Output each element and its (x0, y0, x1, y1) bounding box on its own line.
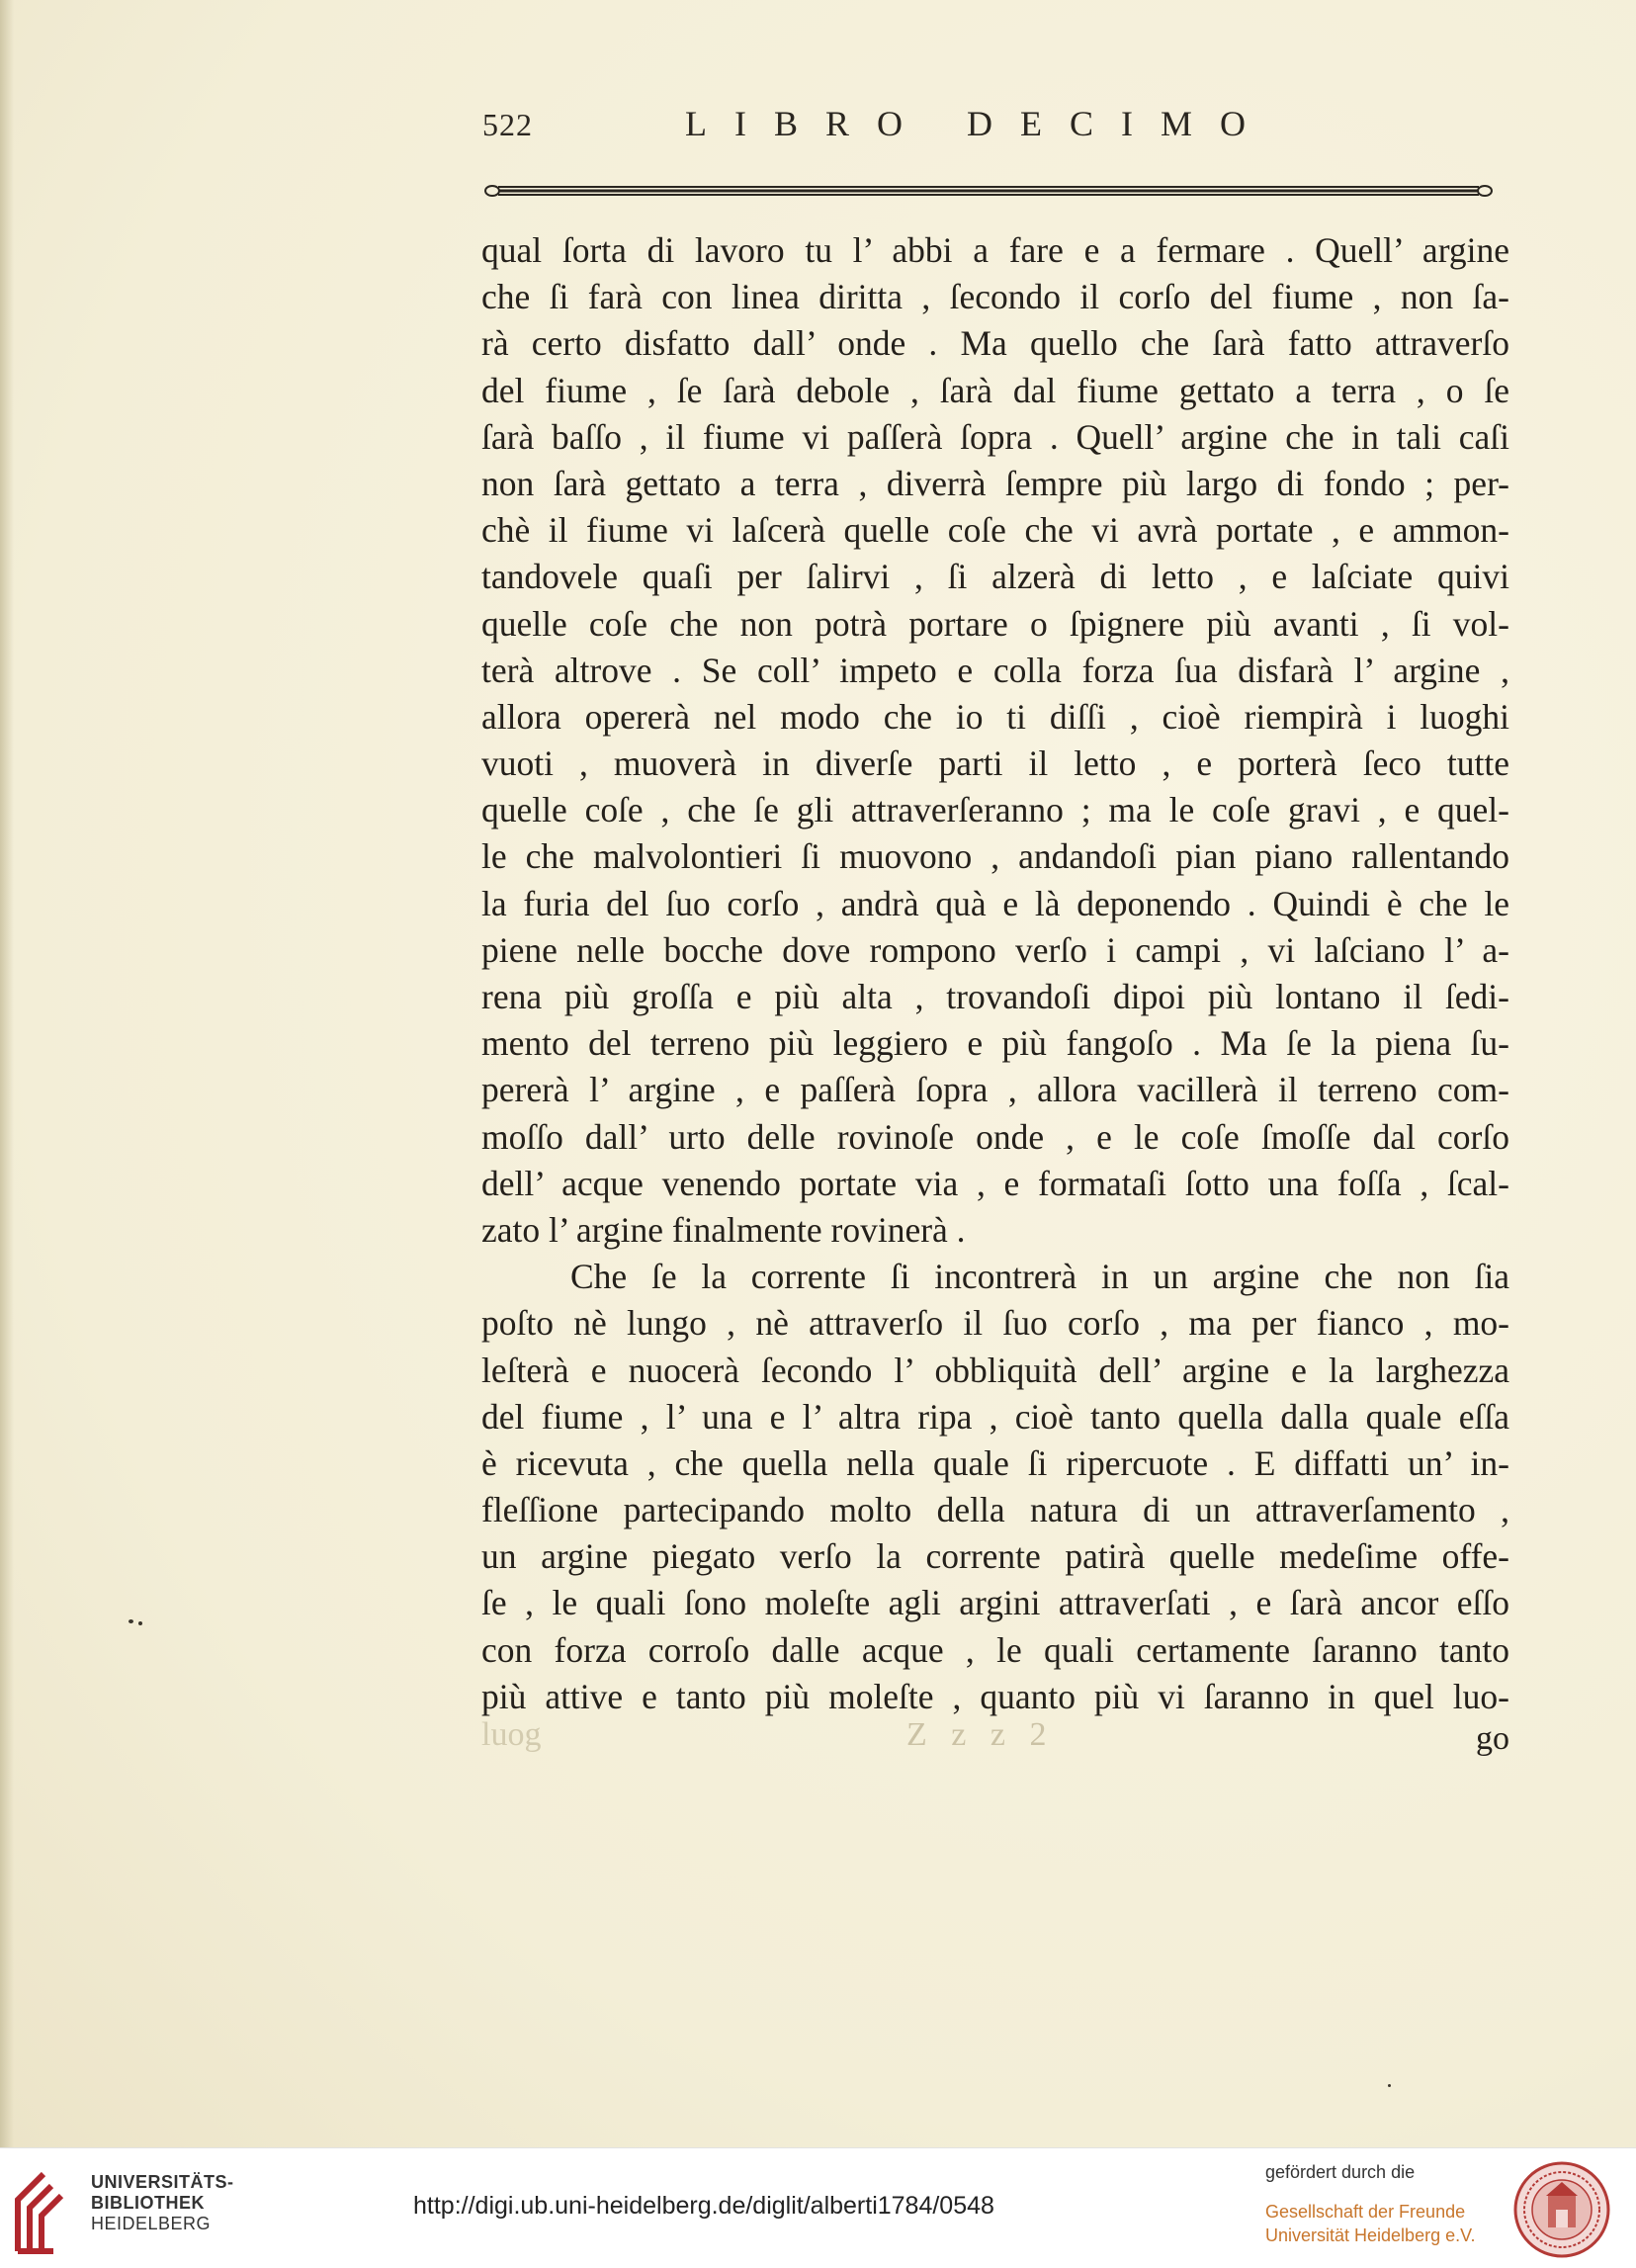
text-line: non ſarà gettato a terra , diverrà ſempre più largo di fondo ; per- (481, 463, 1509, 503)
text-line: moſſo dall’ urto delle rovinoſe onde , e le coſe ſmoſſe dal corſo (481, 1116, 1509, 1157)
text-line: con forza corroſo dalle acque , le quali certamente ſaranno tanto (481, 1629, 1509, 1670)
running-title: LIBRO DECIMO (685, 104, 1273, 143)
text-line: ſe , le quali ſono moleſte agli argini attraverſati , e ſarà ancor eſſo (481, 1583, 1509, 1623)
text-line: del fiume , l’ una e l’ altra ripa , cioè tanto quella dalla quale eſſa (481, 1396, 1509, 1437)
library-name-line: BIBLIOTHEK (91, 2193, 205, 2213)
text-line: quelle coſe che non potrà portare o ſpignere più avanti , ſi vol- (481, 603, 1509, 644)
sponsor-name (1265, 2200, 1475, 2247)
text-line: la furia del ſuo corſo , andrà quà e là deponendo . Quindi è che le (481, 883, 1509, 923)
ink-speck (1388, 2084, 1391, 2087)
library-name (91, 2172, 234, 2234)
ink-speck (129, 1619, 133, 1623)
catchword: go (1476, 1720, 1509, 1757)
running-head (482, 103, 1510, 152)
page-number: 522 (482, 107, 533, 142)
page-fold-shadow (0, 0, 14, 2147)
text-line: dell’ acque venendo portate via , e formataſi ſotto una foſſa , ſcal- (481, 1163, 1509, 1203)
university-seal-icon (1512, 2160, 1611, 2259)
printer-signature: Z z z 2 (906, 1716, 1055, 1753)
library-name-line: HEIDELBERG (91, 2214, 212, 2233)
text-line: allora opererà nel modo che io ti diſſi , cioè riempirà i luoghi (481, 696, 1509, 737)
show-through-word: luog (481, 1716, 542, 1753)
text-line: fleſſione partecipando molto della natura di un attraverſamento , (481, 1490, 1509, 1530)
digitization-footer (0, 2147, 1636, 2268)
text-line: ſarà baſſo , il fiume vi paſſerà ſopra . Quell’ argine che in tali caſi (481, 416, 1509, 457)
permalink-url[interactable]: http://digi.ub.uni-heidelberg.de/diglit/alberti1784/0548 (413, 2192, 994, 2220)
text-line: è ricevuta , che quella nella quale ſi ripercuote . E diffatti un’ in- (481, 1442, 1509, 1483)
text-line: mento del terreno più leggiero e più fangoſo . Ma ſe la piena ſu- (481, 1023, 1509, 1064)
text-line: qual ſorta di lavoro tu l’ abbi a fare e a fermare . Quell’ argine (481, 230, 1509, 270)
library-name-line: UNIVERSITÄTS- (91, 2172, 234, 2192)
text-line: piene nelle bocche dove rompono verſo i campi , vi laſciano l’ a- (481, 929, 1509, 970)
text-line: più attive e tanto più moleſte , quanto più vi ſaranno in quel luo- (481, 1676, 1509, 1716)
text-line: un argine piegato verſo la corrente patirà quelle medeſime offe- (481, 1536, 1509, 1577)
text-line: terà altrove . Se coll’ impeto e colla forza ſua disfarà l’ argine , (481, 650, 1509, 690)
text-line: rena più groſſa e più alta , trovandoſi dipoi più lontano il ſedi- (481, 977, 1509, 1016)
ink-speck (138, 1621, 142, 1625)
body-text (481, 227, 1509, 1720)
text-line: rà certo disfatto dall’ onde . Ma quello che ſarà fatto attraverſo (481, 323, 1509, 364)
text-line: zato l’ argine finalmente rovinerà . (481, 1209, 966, 1250)
text-line: chè il fiume vi laſcerà quelle coſe che vi avrà portate , e ammon- (481, 510, 1509, 551)
library-logo-icon (14, 2166, 69, 2255)
text-line: poſto nè lungo , nè attraverſo il ſuo corſo , ma per fianco , mo- (481, 1303, 1509, 1344)
signature-line (481, 1716, 1509, 1756)
sponsor-name-line: Gesellschaft der Freunde (1265, 2202, 1466, 2222)
sponsor-name-line: Universität Heidelberg e.V. (1265, 2225, 1476, 2245)
text-line: tandovele quaſi per ſalirvi , ſi alzerà di letto , e laſciate quivi (481, 557, 1509, 597)
text-line: del fiume , ſe ſarà debole , ſarà dal fiume gettato a terra , o ſe (481, 370, 1509, 410)
text-line: leſterà e nuocerà ſecondo l’ obbliquità dell’ argine e la larghezza (481, 1350, 1509, 1390)
text-line: quelle coſe , che ſe gli attraverſeranno ; ma le coſe gravi , e quel- (481, 790, 1509, 830)
text-line: vuoti , muoverà in diverſe parti il letto , e porterà ſeco tutte (481, 743, 1509, 784)
text-line: che ſi farà con linea diritta , ſecondo il corſo del fiume , non ſa- (481, 277, 1509, 317)
sponsor-label: gefördert durch die (1265, 2162, 1416, 2182)
ornamental-head-rule (484, 182, 1493, 200)
text-line: Che ſe la corrente ſi incontrerà in un argine che non ſia (570, 1257, 1509, 1297)
text-line: pererà l’ argine , e paſſerà ſopra , allora vacillerà il terreno com- (481, 1070, 1509, 1110)
text-line: le che malvolontieri ſi muovono , andandoſi pian piano rallentando (481, 836, 1509, 877)
